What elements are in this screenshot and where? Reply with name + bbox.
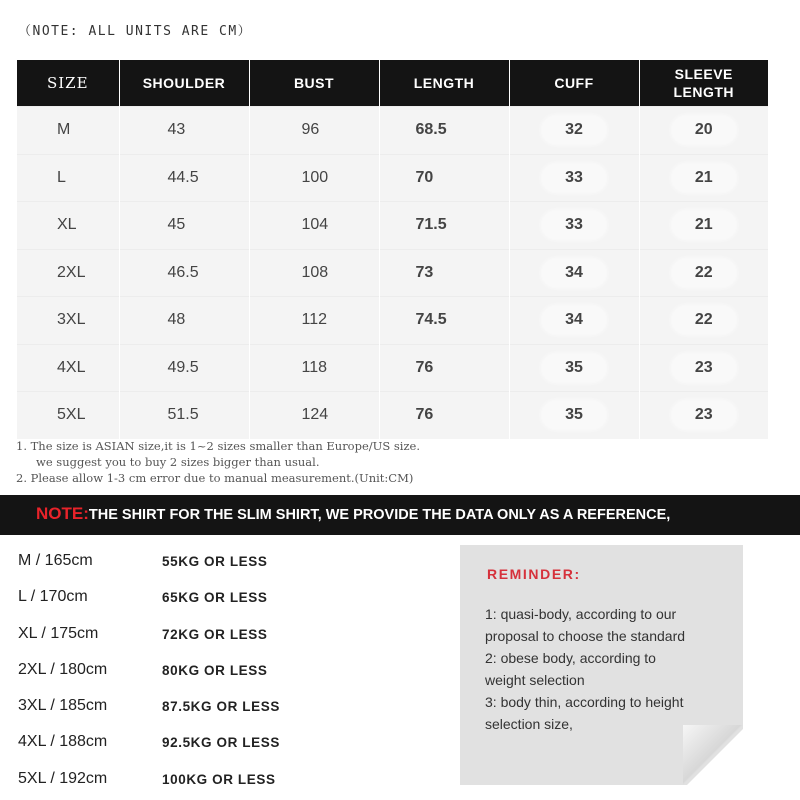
cell-bust: 100: [249, 154, 379, 202]
list-item: [0, 544, 440, 580]
cell-sleeve-length: [639, 297, 768, 345]
cell-size: 3XL: [17, 297, 119, 345]
cell-bust: 104: [249, 202, 379, 250]
cell-shoulder: 48: [119, 297, 249, 345]
cell-length: 70: [379, 154, 509, 202]
table-row: [17, 107, 768, 155]
size-height: 5XL / 192cm: [18, 769, 108, 787]
cell-shoulder: 49.5: [119, 344, 249, 392]
sleeve-value: 23: [672, 401, 736, 429]
sleeve-value: 20: [672, 116, 736, 144]
sleeve-value: 22: [672, 306, 736, 334]
cell-sleeve-length: [639, 249, 768, 297]
weight-list: [0, 544, 440, 798]
size-table-header: [17, 60, 768, 107]
weight-limit: 92.5KG OR LESS: [162, 735, 280, 751]
cell-cuff: [509, 202, 639, 250]
banner-note-label: NOTE:: [36, 504, 89, 523]
footnote-1-cont: we suggest you to buy 2 sizes bigger than usual.: [36, 455, 320, 469]
size-height: 2XL / 180cm: [18, 660, 108, 678]
list-item: [0, 762, 440, 798]
note-banner: [0, 495, 800, 535]
size-table: [17, 60, 768, 439]
table-row: [17, 344, 768, 392]
header-shoulder: SHOULDER: [119, 60, 249, 107]
table-row: [17, 249, 768, 297]
cell-cuff: [509, 249, 639, 297]
reminder-line: 3: body thin, according to height: [485, 694, 684, 710]
table-row: [17, 297, 768, 345]
cell-sleeve-length: [639, 107, 768, 155]
cell-length: 74.5: [379, 297, 509, 345]
reminder-line: 1: quasi-body, according to our: [485, 606, 677, 622]
header-length: LENGTH: [379, 60, 509, 107]
cell-length: 68.5: [379, 107, 509, 155]
cuff-value: 35: [542, 354, 606, 382]
cell-size: 5XL: [17, 392, 119, 439]
reminder-title: REMINDER:: [487, 566, 581, 582]
header-cuff: CUFF: [509, 60, 639, 107]
sleeve-value: 23: [672, 354, 736, 382]
weight-limit: 72KG OR LESS: [162, 626, 268, 642]
cell-sleeve-length: [639, 154, 768, 202]
cell-size: 4XL: [17, 344, 119, 392]
footnote-2: 2. Please allow 1-3 cm error due to manual measurement.(Unit:CM): [16, 471, 414, 485]
cell-sleeve-length: [639, 202, 768, 250]
cell-size: L: [17, 154, 119, 202]
list-item: [0, 725, 440, 761]
size-height: M / 165cm: [18, 552, 93, 569]
header-sleeve-length: [639, 60, 768, 107]
sleeve-value: 21: [672, 164, 736, 192]
cuff-value: 34: [542, 259, 606, 287]
banner-text: [36, 504, 670, 524]
footnotes: [16, 438, 420, 486]
list-item: [0, 689, 440, 725]
cell-sleeve-length: [639, 392, 768, 439]
reminder-line: proposal to choose the standard: [485, 628, 686, 644]
cell-shoulder: 46.5: [119, 249, 249, 297]
cuff-value: 34: [542, 306, 606, 334]
sleeve-value: 22: [672, 259, 736, 287]
size-height: L / 170cm: [18, 588, 88, 606]
cell-cuff: [509, 297, 639, 345]
cell-cuff: [509, 392, 639, 439]
cell-cuff: [509, 154, 639, 202]
cuff-value: 35: [542, 401, 606, 429]
cuff-value: 33: [542, 211, 606, 239]
weight-limit: 65KG OR LESS: [162, 590, 268, 606]
sleeve-value: 21: [672, 211, 736, 239]
list-item: [0, 653, 440, 689]
header-size: SIZE: [17, 60, 119, 107]
table-row: [17, 154, 768, 202]
cell-size: M: [17, 107, 119, 155]
cell-bust: 118: [249, 344, 379, 392]
page-curl-fold: [683, 725, 743, 785]
size-height: 3XL / 185cm: [18, 697, 108, 715]
cuff-value: 32: [542, 116, 606, 144]
cell-cuff: [509, 107, 639, 155]
cell-size: 2XL: [17, 249, 119, 297]
cell-length: 71.5: [379, 202, 509, 250]
banner-message: THE SHIRT FOR THE SLIM SHIRT, WE PROVIDE THE DATA ONLY AS A REFERENCE,: [88, 507, 671, 523]
reminder-line: weight selection: [485, 672, 585, 688]
cell-bust: 108: [249, 249, 379, 297]
cell-bust: 112: [249, 297, 379, 345]
cell-shoulder: 45: [119, 202, 249, 250]
header-sleeve-length-word: LENGTH: [673, 84, 735, 100]
footnote-1: 1. The size is ASIAN size,it is 1~2 sizes smaller than Europe/US size.: [16, 439, 420, 453]
weight-limit: 100KG OR LESS: [162, 771, 276, 787]
cell-length: 76: [379, 392, 509, 439]
cuff-value: 33: [542, 164, 606, 192]
cell-shoulder: 51.5: [119, 392, 249, 439]
cell-shoulder: 43: [119, 107, 249, 155]
cell-cuff: [509, 344, 639, 392]
size-height: XL / 175cm: [18, 624, 99, 642]
weight-limit: 80KG OR LESS: [162, 662, 268, 678]
reminder-body: [485, 603, 735, 735]
reminder-card: [460, 545, 743, 785]
cell-length: 73: [379, 249, 509, 297]
weight-limit: 87.5KG OR LESS: [162, 699, 280, 715]
header-sleeve-word: SLEEVE: [674, 66, 733, 82]
header-bust: BUST: [249, 60, 379, 107]
cell-bust: 124: [249, 392, 379, 439]
cell-shoulder: 44.5: [119, 154, 249, 202]
list-item: [0, 617, 440, 653]
table-row: [17, 202, 768, 250]
cell-size: XL: [17, 202, 119, 250]
list-item: [0, 580, 440, 616]
units-note: （NOTE: ALL UNITS ARE CM）: [18, 24, 253, 39]
cell-sleeve-length: [639, 344, 768, 392]
weight-limit: 55KG OR LESS: [162, 554, 268, 569]
cell-bust: 96: [249, 107, 379, 155]
size-height: 4XL / 188cm: [18, 733, 108, 751]
table-row: [17, 392, 768, 439]
reminder-line: 2: obese body, according to: [485, 650, 656, 666]
reminder-line: selection size,: [485, 716, 573, 732]
cell-length: 76: [379, 344, 509, 392]
